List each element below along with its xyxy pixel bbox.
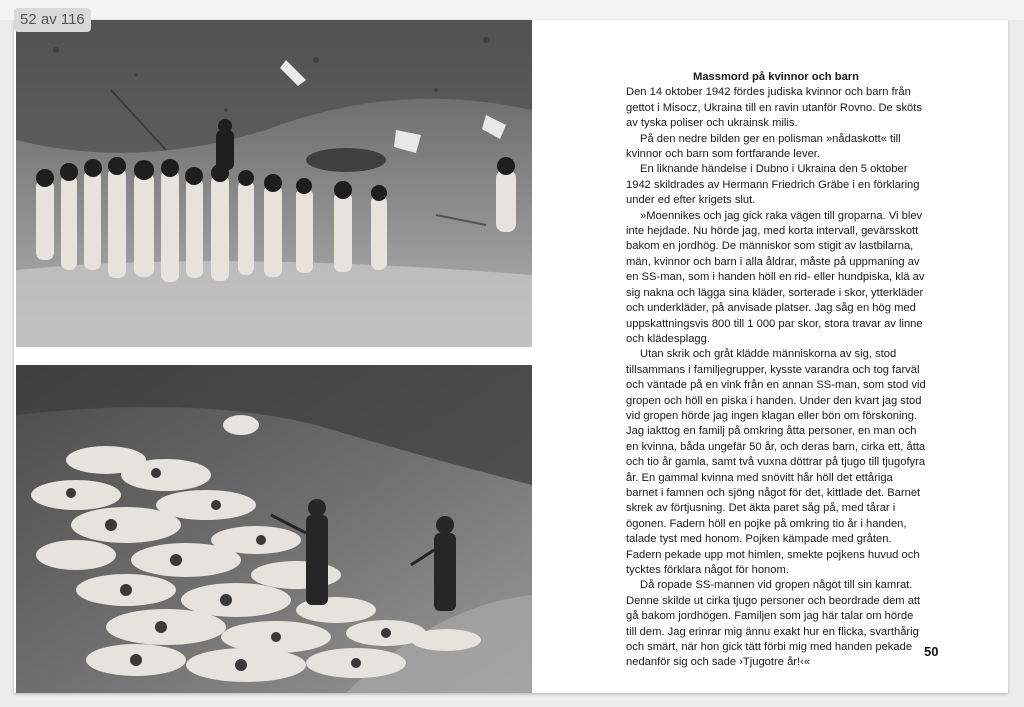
article-paragraph: Då ropade SS-mannen vid gropen något till sin kamrat. Denne skilde ut cirka tjugo personer och beordrade dem att gå bakom jordhögen. Familjen som jag här talar om hörde till dem. Jag erinrar mig ännu exakt hur en flicka, svarthårig och smärt, när hon gick tätt förbi mig med handen pekade nedanför sig och sade ›Tjugotre år!‹« — [626, 579, 921, 669]
article-text — [626, 70, 926, 671]
article-heading: Massmord på kvinnor och barn — [693, 71, 859, 83]
article-paragraph: Utan skrik och gråt klädde människorna av sig, stod tillsammans i familjegrupper, kysste varandra och tog farväl och väntade på en vink från en annan SS-man, som stod vid gropen och höll en piska i handen. Under den kvart jag stod vid gropen hörde jag ingen klagan eller bön om förskoning. Jag iakttog en familj på omkring åtta personer, en man och en kvinna, båda ungefär 50 år, och deras barn, cirka ett, åtta och tio år gamla, samt två vuxna döttrar på tjugo till tjugofyra år. En gammal kvinna med snövitt hår höll det ettåriga barnet i famnen och sjöng något för det, kittlade det. Barnet skrek av förtjusning. Det äkta paret såg på, med tårar i ögonen. Fadern höll en pojke på omkring tio år i handen, talade tyst med honom. Pojken kämpade med gråten. Fadern pekade upp mot himlen, smekte pojkens huvud och tycktes förklara något för honom. — [626, 348, 926, 576]
article-paragraph: »Moennikes och jag gick raka vägen till groparna. Vi blev inte hejdade. Nu hörde jag, med korta intervall, gevärsskott bakom en jordhög. De människor som stigit av lastbilarna, män, kvinnor och barn i alla åldrar, måste på uppmaning av en SS-man, som i handen höll en rid- eller hundpiska, klä av sig nakna och lägga sina kläder, sorterade i skor, ytterkläder och underkläder, på anvisade platser. Jag såg en hög med uppskattningsvis 800 till 1 000 par skor, stora travar av linne och klädesplagg. — [626, 209, 925, 345]
book-spread — [14, 20, 1008, 693]
photo-women-children-lineup — [16, 20, 532, 347]
article-paragraph: Den 14 oktober 1942 fördes judiska kvinnor och barn från gettot i Misocz, Ukraina till en ravin utanför Rovno. De sköts av tyska poliser och ukrainsk milis. — [626, 86, 922, 130]
article-paragraph: På den nedre bilden ger en polisman »nådaskott« till kvinnor och barn som fortfarande lever. — [626, 132, 901, 161]
page-number: 50 — [924, 644, 939, 659]
viewer-top-strip — [0, 0, 1024, 20]
right-page — [532, 20, 1008, 693]
photo-execution-site — [16, 365, 532, 693]
page-counter-badge: 52 av 116 — [14, 8, 91, 32]
article-paragraph: En liknande händelse i Dubno i Ukraina den 5 oktober 1942 skildrades av Hermann Friedrich Gräbe i en förklaring under ed efter krigets slut. — [626, 163, 920, 207]
left-page — [14, 20, 532, 693]
